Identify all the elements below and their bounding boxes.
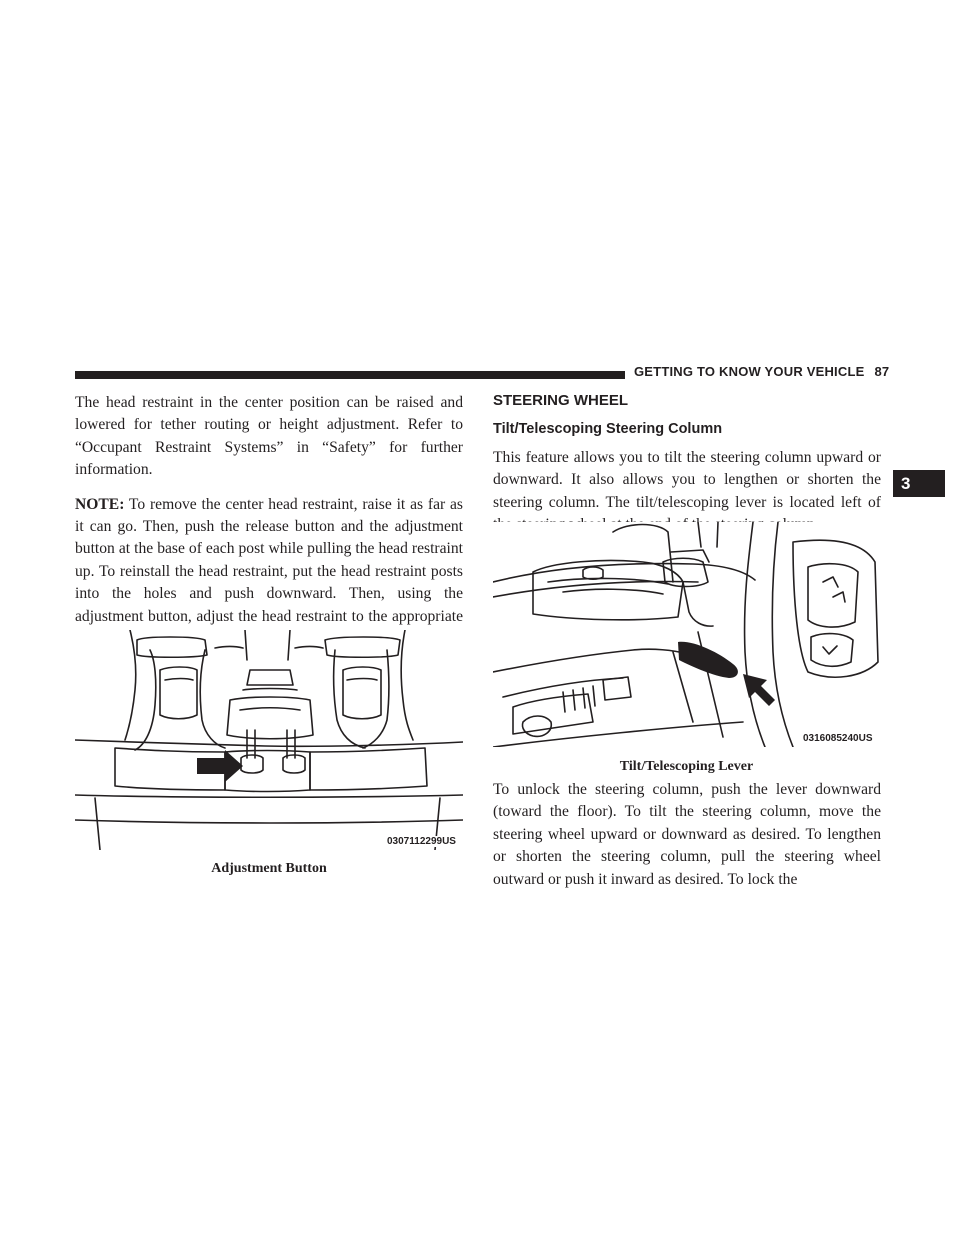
page-number: 87 — [874, 364, 890, 379]
left-paragraph-1: The head restraint in the center position can be raised and lowered for tether routing or height adjustment. Refer to “Occupant Restraint Systems” in “Safety” for further information. — [75, 394, 463, 479]
header-section-title: GETTING TO KNOW YOUR VEHICLE — [634, 364, 865, 379]
right-paragraph-2: To unlock the steering column, push the lever downward (toward the floor). To tilt the steering column, move the steering wheel upward or downward as desired. To lengthen or shorten the steering column, pull the steering wheel outward or push it inward as desired. To lock the — [493, 781, 881, 888]
left-column — [75, 392, 463, 662]
arrow-icon — [197, 750, 243, 782]
note-paragraph — [75, 494, 463, 651]
figure-caption-right: Tilt/Telescoping Lever — [619, 759, 754, 774]
figure-caption-left: Adjustment Button — [211, 861, 327, 876]
note-label: NOTE: — [75, 495, 125, 513]
section-heading: STEERING WHEEL — [493, 392, 629, 409]
right-paragraph-1: This feature allows you to tilt the steering column upward or downward. It also allows you to lengthen or shorten the steering column. The tilt/telescoping lever is located left of — [493, 449, 881, 511]
subsection-heading: Tilt/Telescoping Steering Column — [493, 421, 723, 437]
note-text: To remove the center head restraint, raise it as far as it can go. Then, push the release button and the adjustment button at the base of each post while pulling the head restraint up. To reinstall the head restraint, put the head restraint posts into the holes and push downward. Then, using the adjustment button, adjust the head restraint to the appropriate — [75, 495, 463, 625]
right-column-continued — [493, 779, 881, 903]
rear-seat-head-restraint-illustration — [75, 630, 463, 850]
chapter-tab: 3 — [893, 470, 945, 497]
steering-column-line-art — [493, 522, 880, 747]
figure-code: 0307112299US — [387, 836, 456, 847]
header-rule — [75, 371, 625, 379]
arrow-icon — [743, 674, 775, 706]
rear-seat-line-art — [75, 630, 463, 850]
tilt-lever-shape — [678, 642, 738, 678]
figure-code: 0316085240US — [803, 733, 873, 744]
steering-column-lever-illustration — [493, 522, 880, 747]
running-header — [634, 364, 889, 379]
